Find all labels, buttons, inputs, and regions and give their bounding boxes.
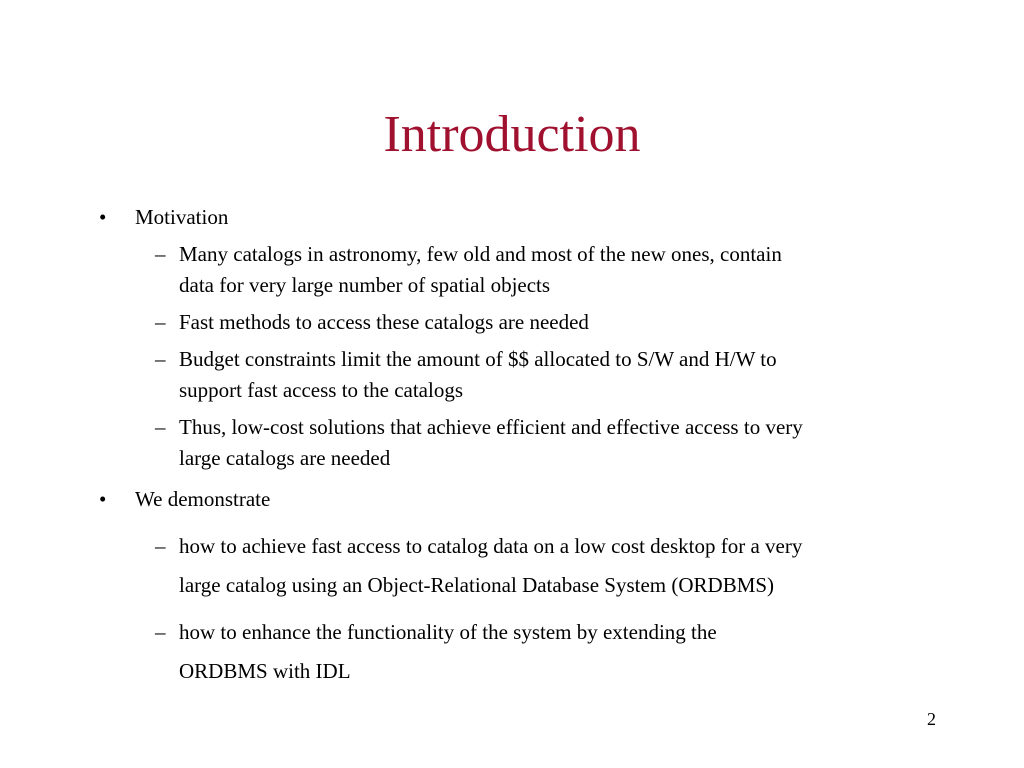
sub-item-line: how to enhance the functionality of the system by extending the bbox=[179, 620, 717, 644]
slide-title: Introduction bbox=[383, 106, 641, 163]
bullet-marker: • bbox=[99, 205, 107, 229]
dash-marker: – bbox=[155, 310, 166, 334]
sub-item-line: Budget constraints limit the amount of $$ allocated to S/W and H/W to bbox=[179, 347, 777, 371]
sub-item-line: Fast methods to access these catalogs are needed bbox=[179, 310, 589, 334]
sub-item-line: Thus, low-cost solutions that achieve efficient and effective access to very bbox=[179, 415, 803, 439]
page-number: 2 bbox=[927, 709, 936, 729]
dash-marker: – bbox=[155, 620, 166, 644]
bullet-marker: • bbox=[99, 487, 107, 511]
sub-item-line: Many catalogs in astronomy, few old and most of the new ones, contain bbox=[179, 242, 782, 266]
dash-marker: – bbox=[155, 242, 166, 266]
sub-item-line: large catalogs are needed bbox=[179, 446, 391, 470]
sub-item-line: support fast access to the catalogs bbox=[179, 378, 463, 402]
bullet-motivation: Motivation bbox=[135, 205, 229, 229]
sub-item-line: large catalog using an Object-Relational Database System (ORDBMS) bbox=[179, 573, 775, 597]
bullet-demonstrate: We demonstrate bbox=[135, 487, 271, 511]
sub-item-line: ORDBMS with IDL bbox=[179, 659, 351, 683]
sub-item-line: data for very large number of spatial objects bbox=[179, 273, 551, 297]
sub-item-line: how to achieve fast access to catalog data on a low cost desktop for a very bbox=[179, 534, 803, 558]
dash-marker: – bbox=[155, 347, 166, 371]
dash-marker: – bbox=[155, 415, 166, 439]
dash-marker: – bbox=[155, 534, 166, 558]
